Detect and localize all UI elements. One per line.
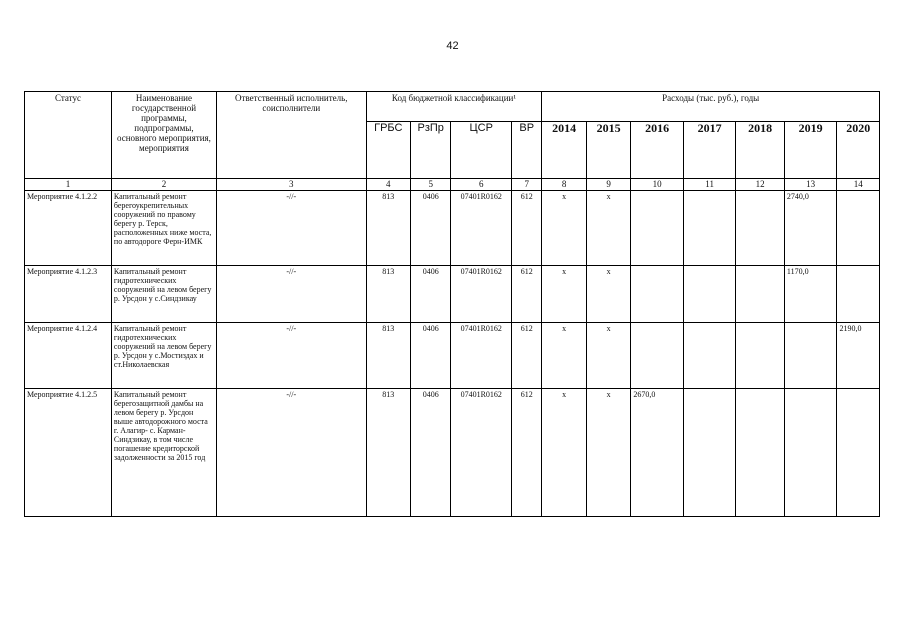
row-grbs: 813 xyxy=(366,266,410,323)
row-name: Капитальный ремонт берегозащитной дамбы на левом берегу р. Урсдон выше автодорожного моста г. Алагир- с. Карман-Синдзикау, в том числе погашение кредиторской задолженности за 2015 год xyxy=(111,389,216,517)
row-status: Мероприятие 4.1.2.3 xyxy=(25,266,112,323)
header-budget-code: Код бюджетной классификации¹ xyxy=(366,92,542,122)
row-2015: x xyxy=(586,266,630,323)
row-responsible: -//- xyxy=(217,266,367,323)
row-grbs: 813 xyxy=(366,389,410,517)
row-2014: x xyxy=(542,323,586,389)
column-number: 6 xyxy=(451,179,512,191)
table-row xyxy=(25,323,880,389)
row-2016 xyxy=(631,323,684,389)
row-vr: 612 xyxy=(512,389,542,517)
row-status: Мероприятие 4.1.2.4 xyxy=(25,323,112,389)
column-number: 9 xyxy=(586,179,630,191)
header-year-2016: 2016 xyxy=(631,122,684,179)
row-grbs: 813 xyxy=(366,191,410,266)
header-code-vr: ВР xyxy=(512,122,542,179)
row-vr: 612 xyxy=(512,266,542,323)
row-rzpr: 0406 xyxy=(411,266,451,323)
column-number: 14 xyxy=(837,179,880,191)
row-responsible: -//- xyxy=(217,323,367,389)
row-vr: 612 xyxy=(512,191,542,266)
header-code-grbs: ГРБС xyxy=(366,122,410,179)
header-responsible: Ответственный исполнитель, соисполнители xyxy=(217,92,367,179)
column-number: 10 xyxy=(631,179,684,191)
column-number: 8 xyxy=(542,179,586,191)
row-2014: x xyxy=(542,191,586,266)
row-2019 xyxy=(784,389,837,517)
row-rzpr: 0406 xyxy=(411,191,451,266)
row-name: Капитальный ремонт гидротехнических сооружений на левом берегу р. Урсдон у с.Мостиздах и ст.Николаевская xyxy=(111,323,216,389)
row-2019: 2740,0 xyxy=(784,191,837,266)
row-2020 xyxy=(837,266,880,323)
row-rzpr: 0406 xyxy=(411,389,451,517)
row-2016 xyxy=(631,266,684,323)
row-2015: x xyxy=(586,323,630,389)
header-code-csr: ЦСР xyxy=(451,122,512,179)
budget-table xyxy=(24,91,880,517)
column-number-row xyxy=(25,179,880,191)
row-2014: x xyxy=(542,389,586,517)
column-number: 1 xyxy=(25,179,112,191)
column-number: 11 xyxy=(683,179,736,191)
column-number: 3 xyxy=(217,179,367,191)
row-status: Мероприятие 4.1.2.5 xyxy=(25,389,112,517)
page-number: 42 xyxy=(446,40,459,52)
row-csr: 07401R0162 xyxy=(451,389,512,517)
row-csr: 07401R0162 xyxy=(451,191,512,266)
row-vr: 612 xyxy=(512,323,542,389)
row-grbs: 813 xyxy=(366,323,410,389)
header-year-2019: 2019 xyxy=(784,122,837,179)
row-2014: x xyxy=(542,266,586,323)
header-name: Наименование государственной программы, подпрограммы, основного мероприятия, мероприятия xyxy=(111,92,216,179)
header-status: Статус xyxy=(25,92,112,179)
row-2015: x xyxy=(586,389,630,517)
column-number: 12 xyxy=(736,179,785,191)
row-2017 xyxy=(683,323,736,389)
table-row xyxy=(25,191,880,266)
row-2015: x xyxy=(586,191,630,266)
row-2020: 2190,0 xyxy=(837,323,880,389)
row-status: Мероприятие 4.1.2.2 xyxy=(25,191,112,266)
header-year-2014: 2014 xyxy=(542,122,586,179)
row-2016: 2670,0 xyxy=(631,389,684,517)
header-year-2020: 2020 xyxy=(837,122,880,179)
row-csr: 07401R0162 xyxy=(451,323,512,389)
header-code-rzpr: РзПр xyxy=(411,122,451,179)
row-2017 xyxy=(683,266,736,323)
row-name: Капитальный ремонт гидротехнических сооружений на левом берегу р. Урсдон у с.Синдзикау xyxy=(111,266,216,323)
row-responsible: -//- xyxy=(217,389,367,517)
row-2019 xyxy=(784,323,837,389)
row-2020 xyxy=(837,191,880,266)
row-2018 xyxy=(736,191,785,266)
header-year-2018: 2018 xyxy=(736,122,785,179)
column-number: 5 xyxy=(411,179,451,191)
row-2020 xyxy=(837,389,880,517)
table-row xyxy=(25,389,880,517)
row-name: Капитальный ремонт берегоукрепительных сооружений по правому берегу р. Терск, расположенных ниже моста, по автодороге Ферн-ИМК xyxy=(111,191,216,266)
header-year-2015: 2015 xyxy=(586,122,630,179)
row-2019: 1170,0 xyxy=(784,266,837,323)
row-2018 xyxy=(736,389,785,517)
row-responsible: -//- xyxy=(217,191,367,266)
column-number: 7 xyxy=(512,179,542,191)
row-2017 xyxy=(683,191,736,266)
row-rzpr: 0406 xyxy=(411,323,451,389)
column-number: 4 xyxy=(366,179,410,191)
column-number: 13 xyxy=(784,179,837,191)
row-csr: 07401R0162 xyxy=(451,266,512,323)
header-expenses: Расходы (тыс. руб.), годы xyxy=(542,92,880,122)
row-2017 xyxy=(683,389,736,517)
header-year-2017: 2017 xyxy=(683,122,736,179)
row-2018 xyxy=(736,323,785,389)
table-row xyxy=(25,266,880,323)
column-number: 2 xyxy=(111,179,216,191)
row-2018 xyxy=(736,266,785,323)
row-2016 xyxy=(631,191,684,266)
